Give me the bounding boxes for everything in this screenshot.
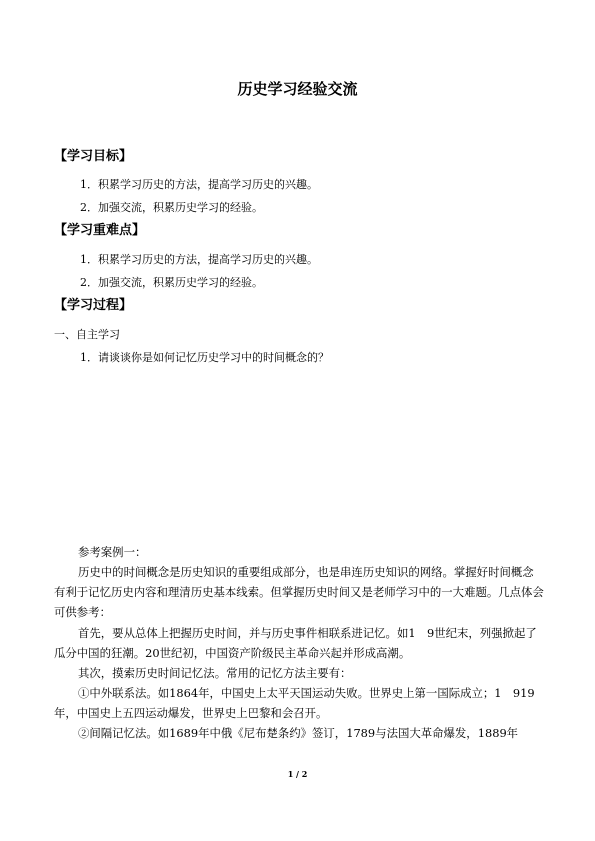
process-question-1: 1．请谈谈你是如何记忆历史学习中的时间概念的？ — [80, 351, 329, 364]
page-number: 1 / 2 — [287, 769, 308, 779]
section-heading-keypoints: 【学习重难点】 — [54, 223, 146, 238]
reference-paragraph-5: ②间隔记忆法。如1689年中俄《尼布楚条约》签订，1789与法国大革命爆发，1889年 — [78, 726, 519, 740]
goal-item-1: 1．积累学习历史的方法，提高学习历史的兴趣。 — [80, 178, 318, 191]
reference-paragraph-3: 其次，摸索历史时间记忆法。常用的记忆方法主要有： — [78, 666, 352, 680]
reference-paragraph-2: 首先，要从总体上把握历史时间，并与历史事件相联系进记忆。如1 9世纪末，列强掀起了瓜分中国的狂潮。20世纪初，中国资产阶级民主革命兴起并形成高潮。 — [54, 626, 537, 660]
reference-case-label: 参考案例一： — [78, 545, 147, 559]
goal-item-2: 2．加强交流，积累历史学习的经验。 — [80, 201, 263, 214]
keypoint-item-1: 1．积累学习历史的方法，提高学习历史的兴趣。 — [80, 253, 318, 266]
process-part-1: 一、自主学习 — [54, 328, 120, 341]
page-title: 历史学习经验交流 — [237, 80, 358, 98]
reference-paragraph-4: ①中外联系法。如1864年，中国史上太平天国运动失败。世界史上第一国际成立；1 919年，中国史上五四运动爆发，世界史上巴黎和会召开。 — [54, 686, 535, 720]
reference-paragraph-1: 历史中的时间概念是历史知识的重要组成部分，也是串连历史知识的网络。掌握好时间概念有利于记忆历史内容和理清历史基本线索。但掌握历史时间又是老师学习中的一大难题。几点体会可供参考： — [54, 565, 544, 619]
section-heading-goals: 【学习目标】 — [54, 149, 133, 164]
section-heading-process: 【学习过程】 — [54, 298, 133, 313]
keypoint-item-2: 2．加强交流，积累历史学习的经验。 — [80, 276, 263, 289]
